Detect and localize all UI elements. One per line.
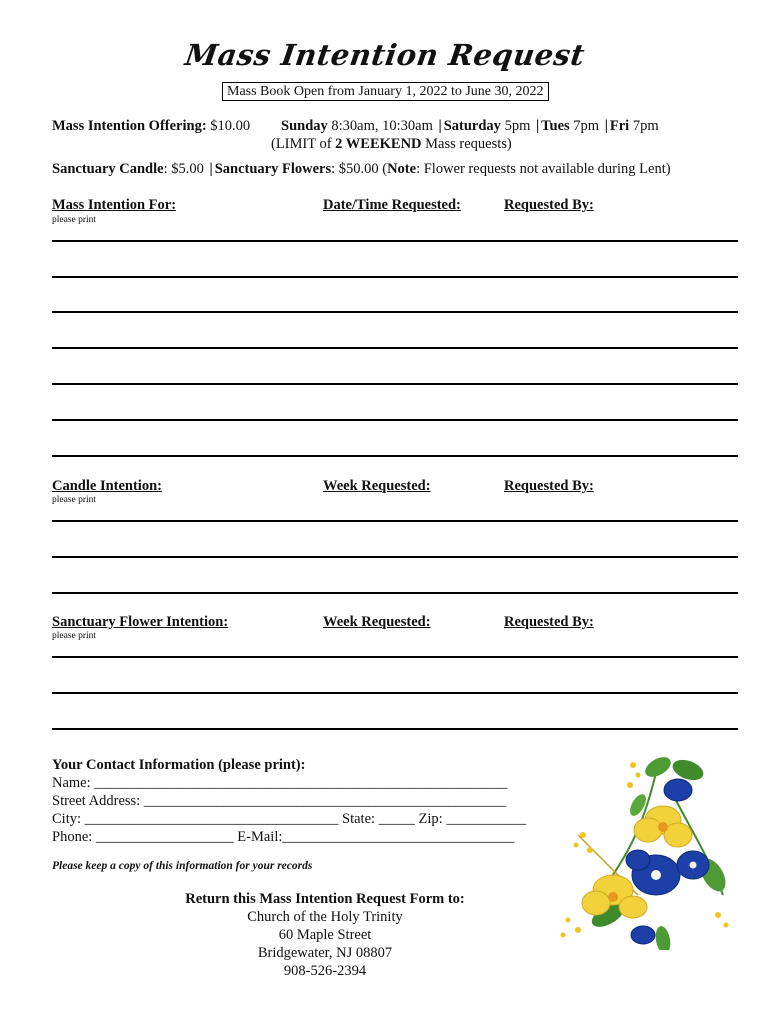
limit-prefix: (LIMIT of — [271, 136, 332, 152]
candle-entry-line-2[interactable] — [52, 556, 738, 558]
separator: | — [438, 118, 442, 134]
mass-entry-line-3[interactable] — [52, 311, 738, 313]
candle-intention-header: Candle Intention: — [52, 478, 162, 494]
candle-price: : $5.00 — [163, 161, 204, 177]
mass-schedule — [281, 118, 659, 135]
requested-by-header: Requested By: — [504, 197, 594, 213]
page-title: Mass Intention Request — [182, 38, 588, 72]
flowers-label: Sanctuary Flowers — [214, 161, 332, 177]
flower-entry-line-2[interactable] — [52, 692, 738, 694]
candle-entry-line-1[interactable] — [52, 520, 738, 522]
weekend-limit — [271, 136, 512, 153]
fri-label: Fri — [609, 118, 630, 134]
keep-copy-note: Please keep a copy of this information for your records — [52, 860, 313, 872]
mass-entry-line-5[interactable] — [52, 383, 738, 385]
phone-email-field[interactable]: Phone: ___________________ E-Mail:________________________________ — [52, 829, 515, 845]
note-label: Note — [387, 161, 417, 177]
mass-intention-header: Mass Intention For: — [52, 197, 177, 213]
tues-label: Tues — [541, 118, 570, 134]
offering-amount: $10.00 — [210, 118, 251, 134]
mass-entry-line-1[interactable] — [52, 240, 738, 242]
saturday-time: 5pm — [504, 118, 531, 134]
contact-heading: Your Contact Information (please print): — [52, 757, 306, 773]
candle-week-header: Week Requested: — [323, 478, 431, 494]
offering-label-group — [52, 118, 250, 135]
saturday-label: Saturday — [443, 118, 501, 134]
candle-requested-by-header: Requested By: — [504, 478, 594, 494]
please-print-hint: please print — [52, 631, 97, 641]
limit-suffix: Mass requests) — [425, 136, 512, 152]
please-print-hint: please print — [52, 495, 97, 505]
datetime-header: Date/Time Requested: — [323, 197, 461, 213]
note-text: : Flower requests not available during Lent) — [416, 161, 671, 177]
street-address-field[interactable]: Street Address: __________________________________________________ — [52, 793, 507, 809]
candle-flowers-pricing — [52, 161, 671, 178]
church-name: Church of the Holy Trinity — [247, 909, 403, 925]
separator: | — [535, 118, 540, 134]
book-open-notice: Mass Book Open from January 1, 2022 to June 30, 2022 — [222, 82, 549, 101]
name-field[interactable]: Name: _________________________________________________________ — [52, 775, 508, 791]
sunday-times: 8:30am, 10:30am — [331, 118, 433, 134]
return-heading: Return this Mass Intention Request Form to: — [185, 891, 465, 907]
flower-entry-line-1[interactable] — [52, 656, 738, 658]
flower-week-header: Week Requested: — [323, 614, 431, 630]
please-print-hint: please print — [52, 215, 97, 225]
flowers-price: : $50.00 ( — [331, 161, 388, 177]
sunday-label: Sunday — [281, 118, 328, 134]
street-line: 60 Maple Street — [278, 927, 372, 943]
candle-entry-line-3[interactable] — [52, 592, 738, 594]
city-line: Bridgewater, NJ 08807 — [257, 945, 393, 961]
flower-bouquet-image — [538, 745, 738, 950]
tues-time: 7pm — [573, 118, 600, 134]
separator: | — [604, 118, 608, 134]
flower-entry-line-3[interactable] — [52, 728, 738, 730]
mass-entry-line-4[interactable] — [52, 347, 738, 349]
limit-bold: 2 WEEKEND — [335, 136, 422, 152]
fri-time: 7pm — [632, 118, 659, 134]
mass-entry-line-6[interactable] — [52, 419, 738, 421]
mass-entry-line-7[interactable] — [52, 455, 738, 457]
separator: | — [209, 161, 213, 177]
flower-requested-by-header: Requested By: — [504, 614, 594, 630]
offering-label: Mass Intention Offering: — [52, 118, 207, 134]
candle-label: Sanctuary Candle — [52, 161, 164, 177]
flower-intention-header: Sanctuary Flower Intention: — [52, 614, 229, 630]
city-state-zip-field[interactable]: City: ___________________________________ State: _____ Zip: ___________ — [52, 811, 527, 827]
mass-entry-line-2[interactable] — [52, 276, 738, 278]
phone-line: 908-526-2394 — [283, 963, 367, 979]
